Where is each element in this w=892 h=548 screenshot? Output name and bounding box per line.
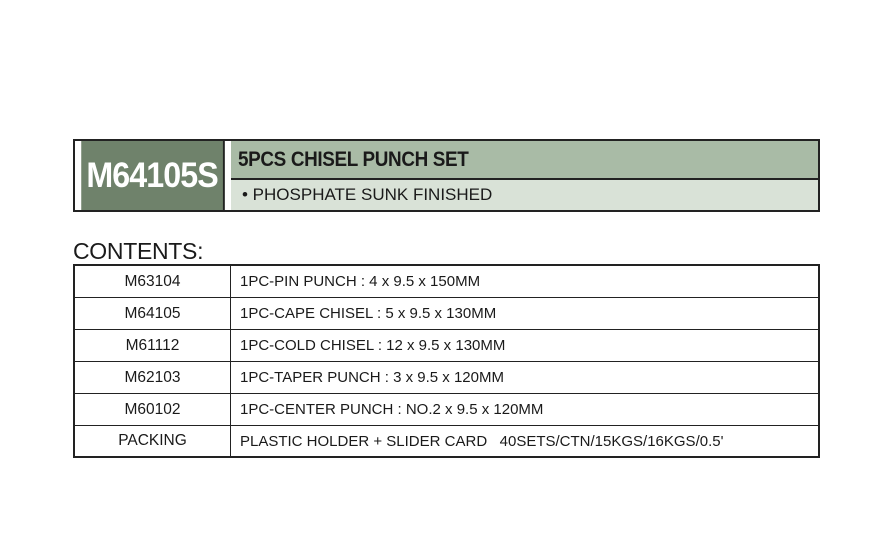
item-code: M60102 xyxy=(74,394,231,426)
table-row xyxy=(74,298,819,330)
item-description: 1PC-TAPER PUNCH : 3 x 9.5 x 120MM xyxy=(231,362,820,394)
item-description: 1PC-PIN PUNCH : 4 x 9.5 x 150MM xyxy=(231,265,820,298)
table-row xyxy=(74,362,819,394)
product-header xyxy=(73,139,820,212)
product-code: M64105S xyxy=(81,141,225,210)
item-description: 1PC-CENTER PUNCH : NO.2 x 9.5 x 120MM xyxy=(231,394,820,426)
product-title-cell xyxy=(231,141,818,180)
contents-table xyxy=(73,264,820,458)
item-code: M64105 xyxy=(74,298,231,330)
packing-row xyxy=(74,426,819,458)
table-row xyxy=(74,394,819,426)
item-description: 1PC-COLD CHISEL : 12 x 9.5 x 130MM xyxy=(231,330,820,362)
packing-label: PACKING xyxy=(74,426,231,458)
item-code: M62103 xyxy=(74,362,231,394)
contents-label: CONTENTS: xyxy=(73,238,204,264)
item-code: M63104 xyxy=(74,265,231,298)
item-description: 1PC-CAPE CHISEL : 5 x 9.5 x 130MM xyxy=(231,298,820,330)
product-title: 5PCS CHISEL PUNCH SET xyxy=(238,147,469,171)
packing-description: PLASTIC HOLDER + SLIDER CARD 40SETS/CTN/15KGS/16KGS/0.5' xyxy=(240,432,724,450)
table-row xyxy=(74,330,819,362)
table-row xyxy=(74,265,819,298)
product-header-info xyxy=(231,141,818,210)
product-feature: • PHOSPHATE SUNK FINISHED xyxy=(231,180,818,210)
item-code: M61112 xyxy=(74,330,231,362)
